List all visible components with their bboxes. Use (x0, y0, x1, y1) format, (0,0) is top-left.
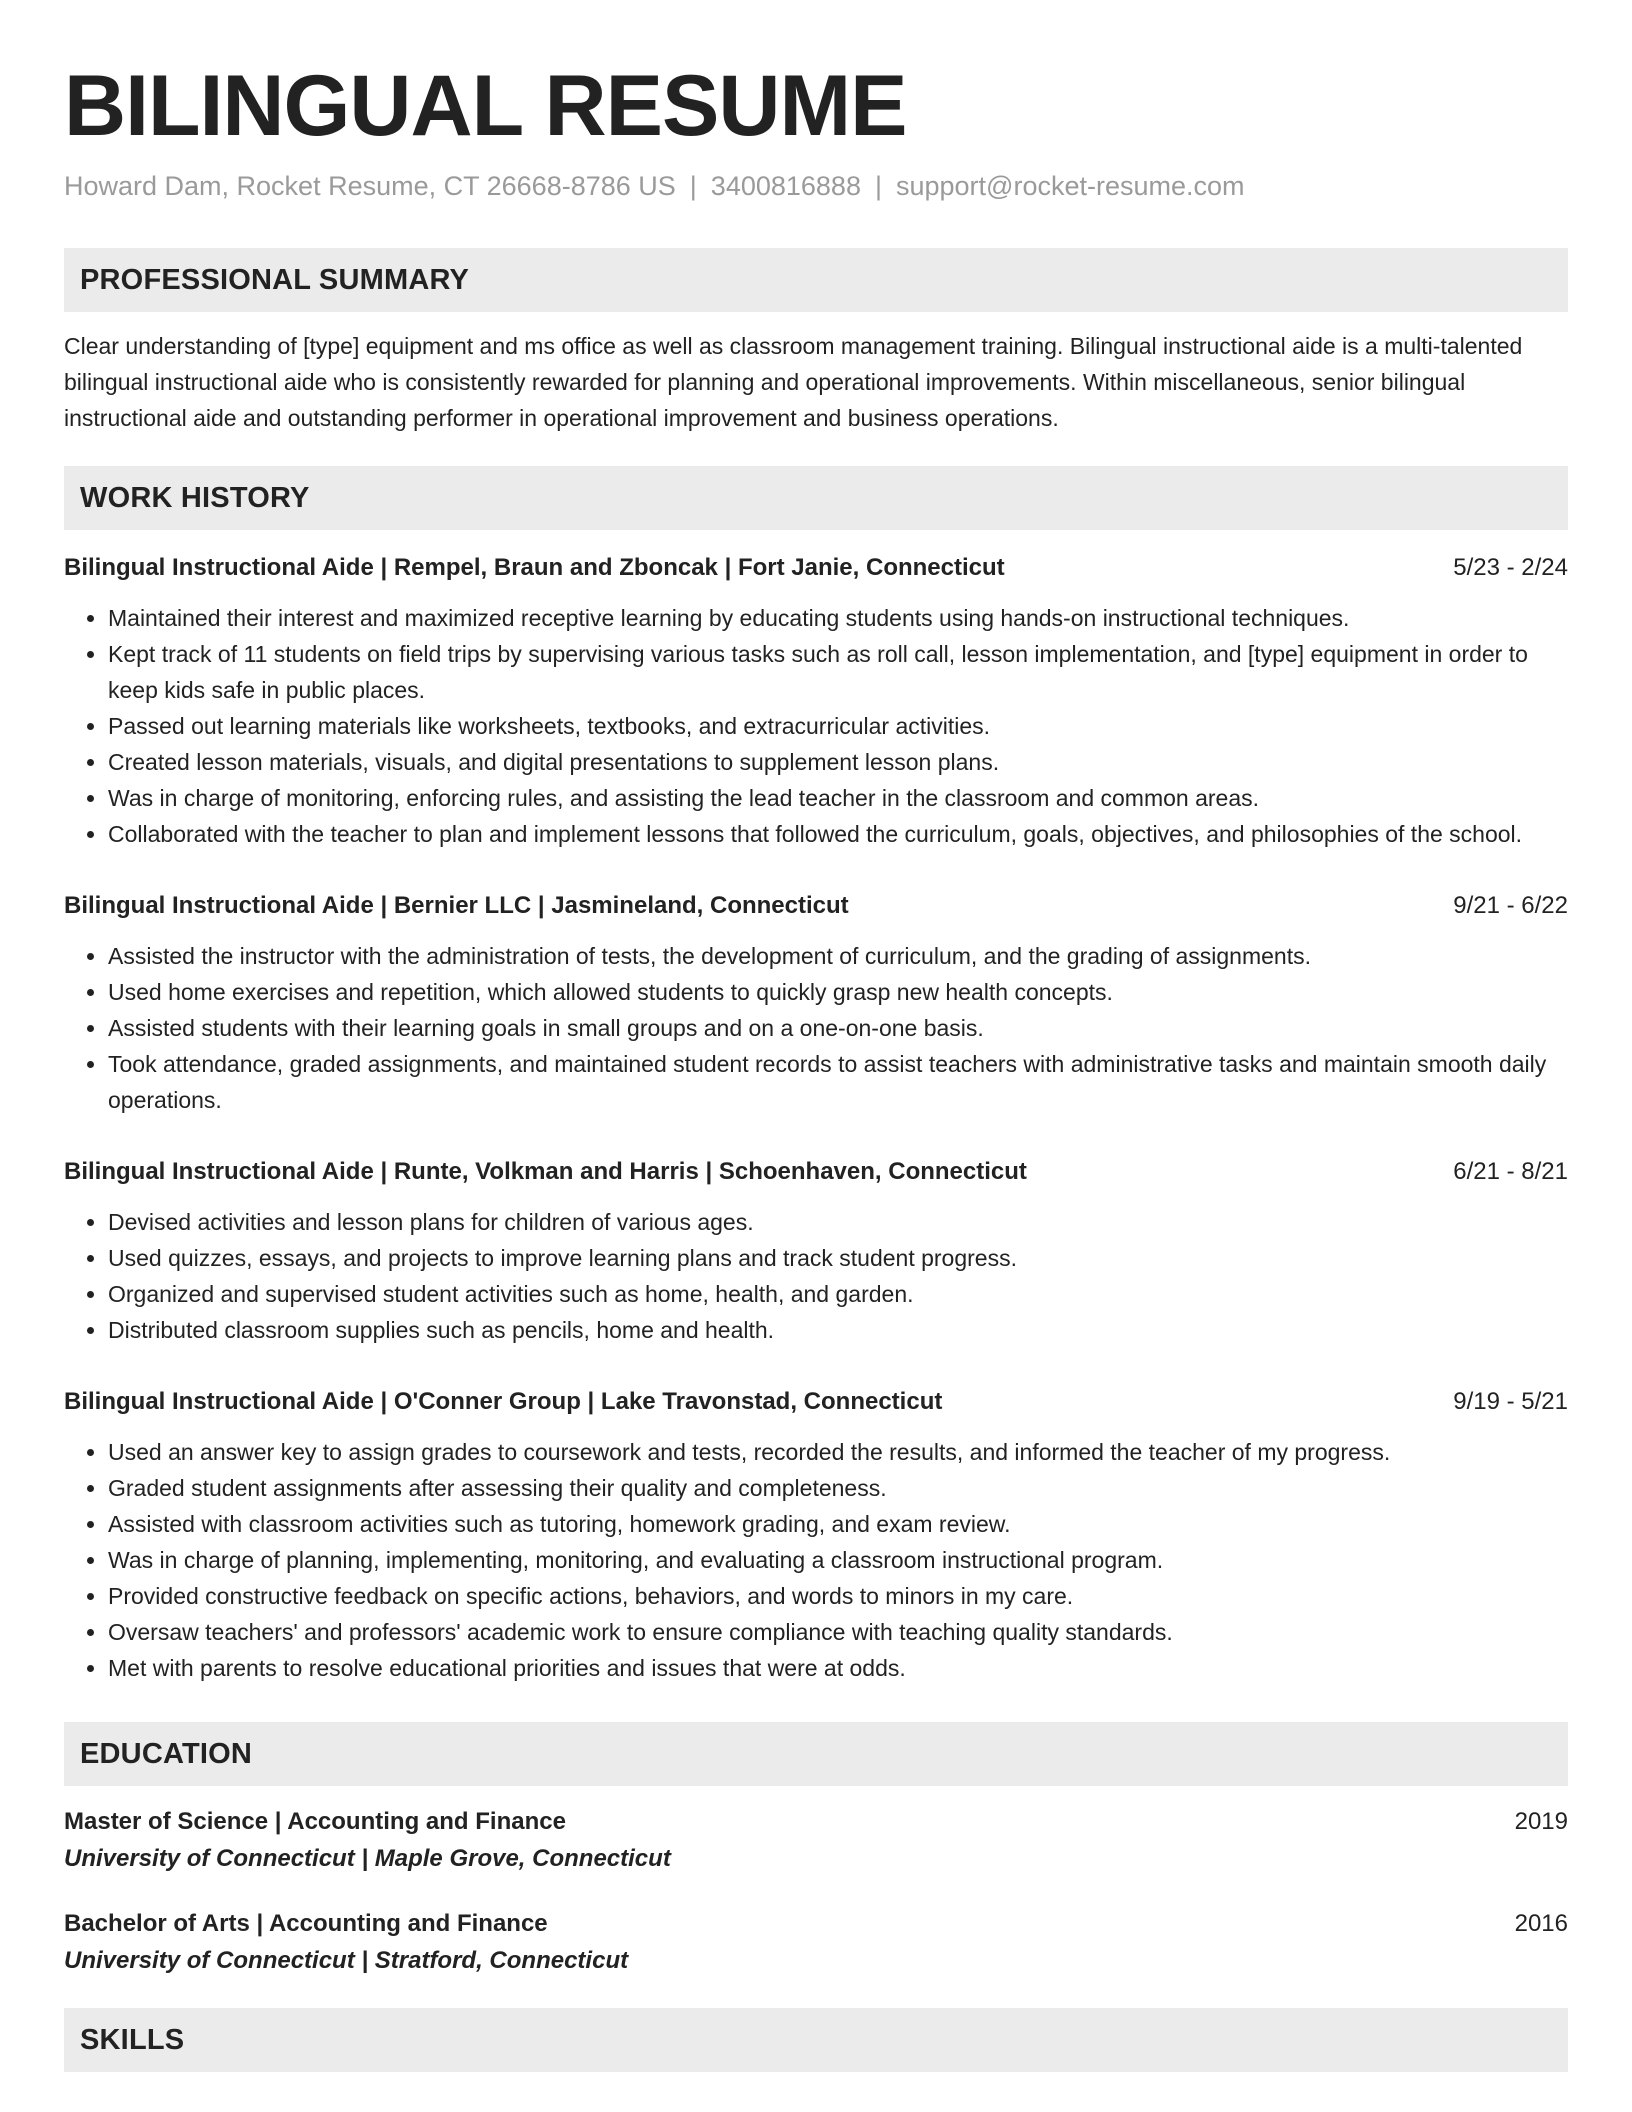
contact-line (64, 166, 1568, 206)
education-year: 2016 (1514, 1910, 1568, 1937)
job-bullet: • Was in charge of planning, implementing, monitoring, and evaluating a classroom instructional program. (108, 1542, 1568, 1578)
job-entry (64, 1384, 1568, 1686)
education-entry (64, 1804, 1568, 1878)
job-bullet: • Oversaw teachers' and professors' academic work to ensure compliance with teaching quality standards. (108, 1614, 1568, 1650)
contact-address: Howard Dam, Rocket Resume, CT 26668-8786 US (64, 171, 676, 201)
job-bullet: • Kept track of 11 students on field trips by supervising various tasks such as roll call, lesson implementation, and [type] equipment in order to keep kids safe in public places. (108, 636, 1568, 708)
job-title: Bilingual Instructional Aide | Rempel, Braun and Zboncak | Fort Janie, Connecticut (64, 554, 1005, 581)
job-entry (64, 888, 1568, 1118)
job-dates: 5/23 - 2/24 (1453, 554, 1568, 581)
job-bullet: • Graded student assignments after assessing their quality and completeness. (108, 1470, 1568, 1506)
job-bullets (64, 938, 1568, 1118)
job-bullet: • Used an answer key to assign grades to coursework and tests, recorded the results, and informed the teacher of my progress. (108, 1434, 1568, 1470)
job-header (64, 1154, 1568, 1190)
job-bullet: • Took attendance, graded assignments, and maintained student records to assist teachers with administrative tasks and maintain smooth daily operations. (108, 1046, 1568, 1118)
education-entry (64, 1906, 1568, 1980)
job-title: Bilingual Instructional Aide | O'Conner Group | Lake Travonstad, Connecticut (64, 1388, 943, 1415)
section-header-work-history: WORK HISTORY (64, 466, 1568, 530)
job-title: Bilingual Instructional Aide | Runte, Volkman and Harris | Schoenhaven, Connecticut (64, 1158, 1027, 1185)
job-bullets (64, 600, 1568, 852)
section-header-education: EDUCATION (64, 1722, 1568, 1786)
job-bullet: • Collaborated with the teacher to plan and implement lessons that followed the curriculum, goals, objectives, and philosophies of the school. (108, 816, 1568, 852)
job-dates: 9/19 - 5/21 (1453, 1388, 1568, 1415)
job-bullet: • Maintained their interest and maximized receptive learning by educating students using hands-on instructional techniques. (108, 600, 1568, 636)
job-bullet: • Assisted the instructor with the administration of tests, the development of curriculum, and the grading of assignments. (108, 938, 1568, 974)
job-bullet: • Met with parents to resolve educational priorities and issues that were at odds. (108, 1650, 1568, 1686)
contact-separator: | (689, 171, 697, 201)
section-header-skills: SKILLS (64, 2008, 1568, 2072)
education-degree: Master of Science | Accounting and Finance (64, 1808, 566, 1835)
contact-phone: 3400816888 (710, 171, 861, 201)
job-bullet: • Used home exercises and repetition, which allowed students to quickly grasp new health concepts. (108, 974, 1568, 1010)
job-bullet: • Passed out learning materials like worksheets, textbooks, and extracurricular activities. (108, 708, 1568, 744)
job-entry (64, 550, 1568, 852)
job-header (64, 1384, 1568, 1420)
job-header (64, 888, 1568, 924)
education-degree: Bachelor of Arts | Accounting and Finance (64, 1910, 548, 1937)
job-title: Bilingual Instructional Aide | Bernier LLC | Jasmineland, Connecticut (64, 892, 849, 919)
contact-email: support@rocket-resume.com (895, 171, 1245, 201)
job-dates: 9/21 - 6/22 (1453, 892, 1568, 919)
job-header (64, 550, 1568, 586)
job-bullet: • Distributed classroom supplies such as pencils, home and health. (108, 1312, 1568, 1348)
job-bullet: • Was in charge of monitoring, enforcing rules, and assisting the lead teacher in the classroom and common areas. (108, 780, 1568, 816)
job-bullet: • Devised activities and lesson plans for children of various ages. (108, 1204, 1568, 1240)
education-header (64, 1906, 1568, 1942)
job-bullet: • Organized and supervised student activities such as home, health, and garden. (108, 1276, 1568, 1312)
job-bullet: • Provided constructive feedback on specific actions, behaviors, and words to minors in my care. (108, 1578, 1568, 1614)
education-school: University of Connecticut | Stratford, Connecticut (64, 1947, 629, 1974)
job-dates: 6/21 - 8/21 (1453, 1158, 1568, 1185)
job-bullet: • Assisted with classroom activities such as tutoring, homework grading, and exam review. (108, 1506, 1568, 1542)
resume-page (64, 0, 1568, 2072)
section-header-summary: PROFESSIONAL SUMMARY (64, 248, 1568, 312)
job-bullets (64, 1204, 1568, 1348)
contact-separator: | (874, 171, 882, 201)
education-year: 2019 (1514, 1808, 1568, 1835)
resume-title: BILINGUAL RESUME (64, 58, 907, 154)
job-bullets (64, 1434, 1568, 1686)
summary-text: Clear understanding of [type] equipment and ms office as well as classroom management training. Bilingual instructional aide is a multi-talented bilingual instructional aide who is consistently rewarded for planning and operational improvements. Within miscellaneous, senior bilingual instructional aide and outstanding performer in operational improvement and business operations. (64, 333, 1523, 431)
job-bullet: • Used quizzes, essays, and projects to improve learning plans and track student progress. (108, 1240, 1568, 1276)
education-header (64, 1804, 1568, 1840)
job-bullet: • Assisted students with their learning goals in small groups and on a one-on-one basis. (108, 1010, 1568, 1046)
job-bullet: • Created lesson materials, visuals, and digital presentations to supplement lesson plans. (108, 744, 1568, 780)
education-school: University of Connecticut | Maple Grove, Connecticut (64, 1845, 671, 1872)
job-entry (64, 1154, 1568, 1348)
